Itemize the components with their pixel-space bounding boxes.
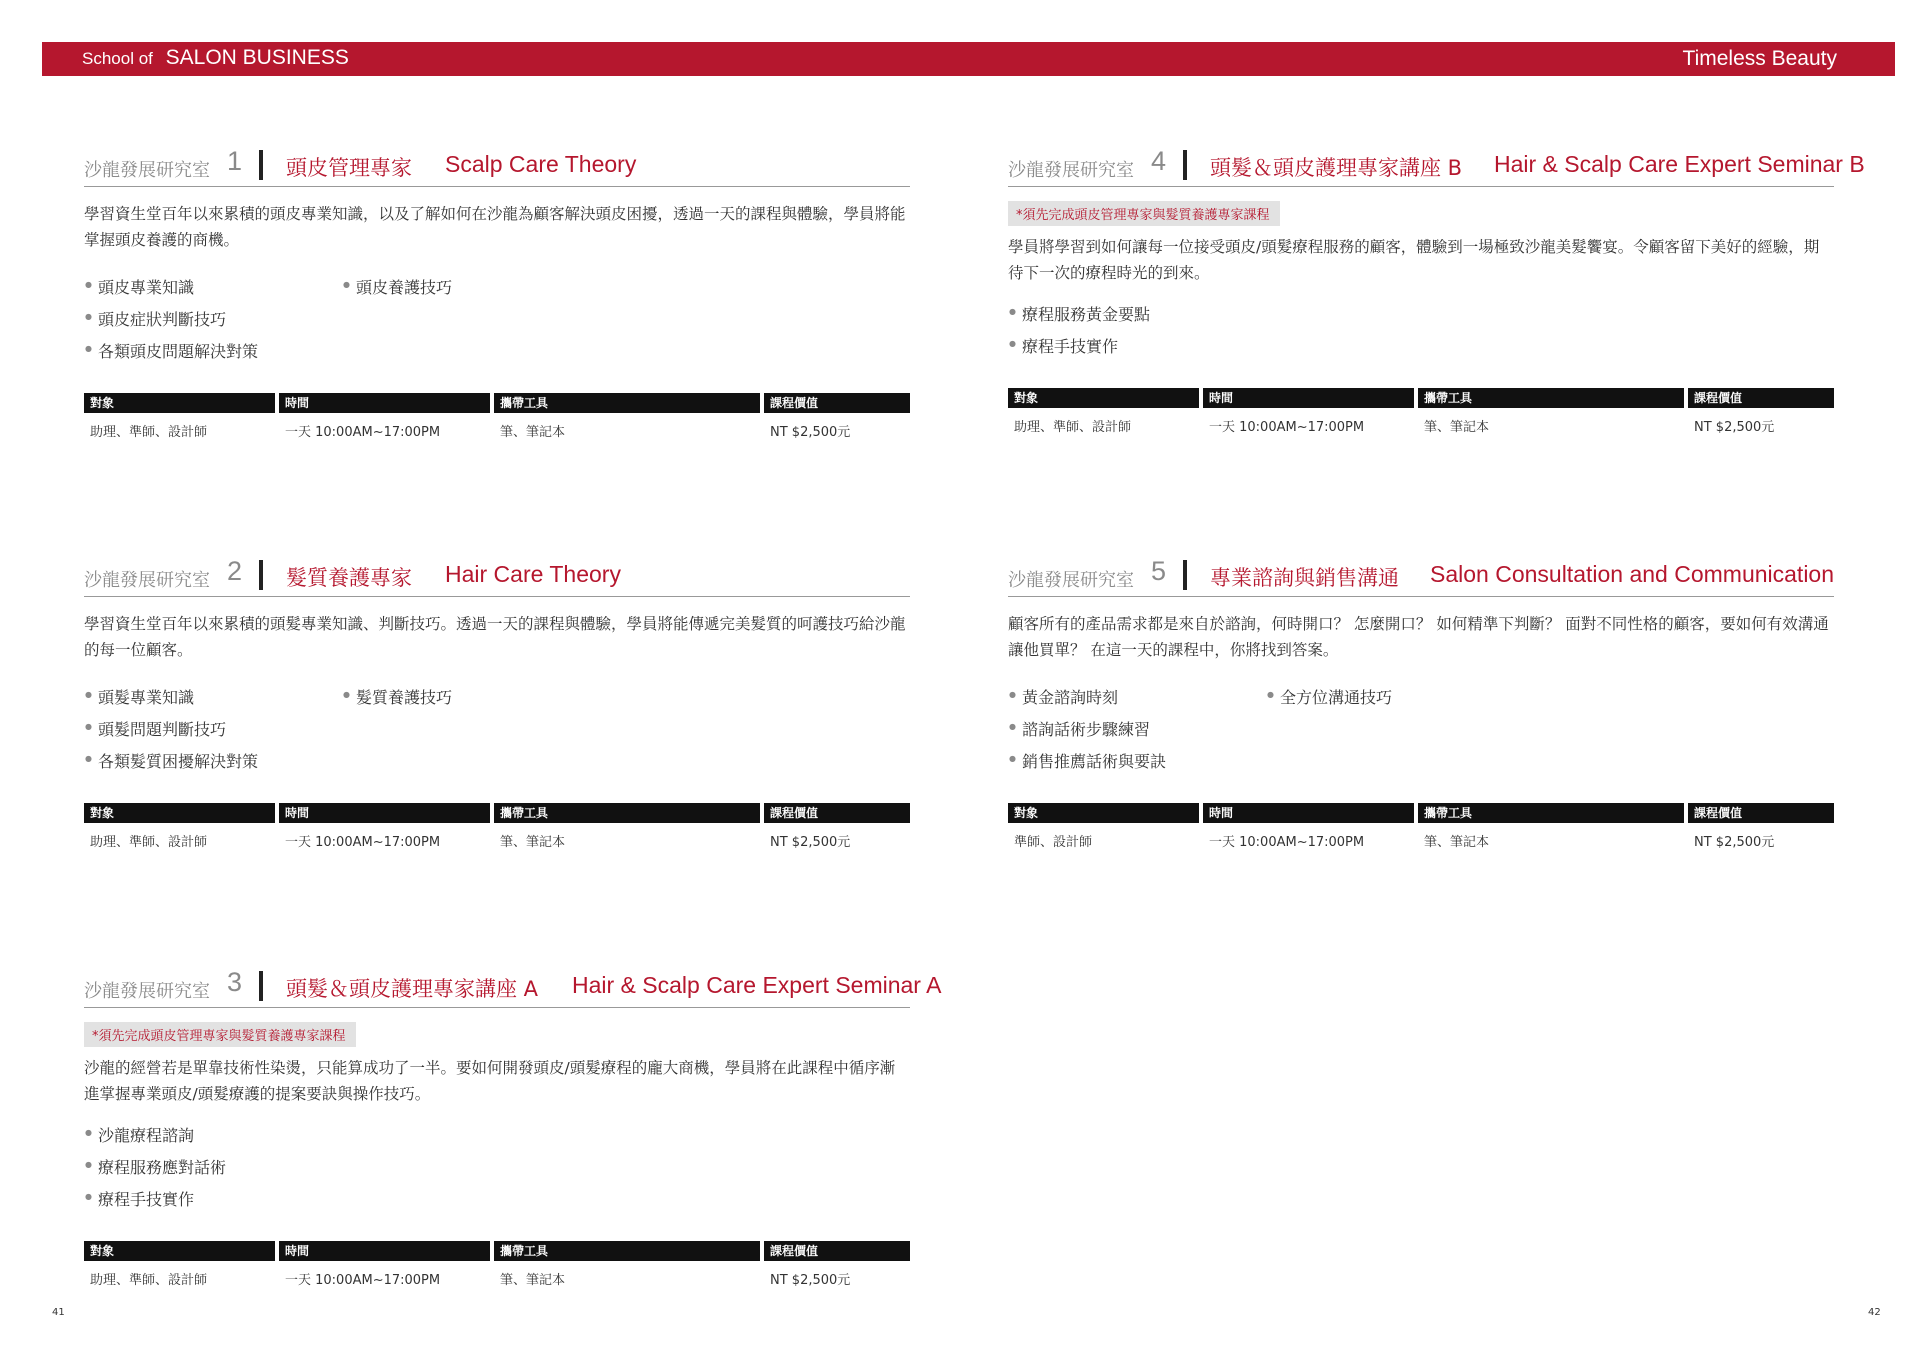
course-title-en: Scalp Care Theory — [445, 151, 637, 177]
col-header-target: 對象 — [84, 803, 275, 823]
topic-item: ● 全方位溝通技巧 — [1280, 685, 1392, 708]
cell-price: NT $2,500元 — [770, 425, 851, 440]
col-header-tools: 攜帶工具 — [494, 1241, 760, 1261]
divider — [259, 150, 263, 180]
col-header-tools: 攜帶工具 — [494, 803, 760, 823]
topic-item: ● 療程手技實作 — [1022, 334, 1118, 357]
cell-tools: 筆、筆記本 — [1424, 835, 1490, 850]
course-header — [1008, 556, 1834, 597]
course-5 — [1008, 556, 1834, 857]
cell-price: NT $2,500元 — [1694, 835, 1775, 850]
col-header-time: 時間 — [1203, 388, 1414, 408]
brand-name: SALON BUSINESS — [165, 46, 349, 69]
course-lab: 沙龍發展研究室 — [84, 160, 210, 181]
course-title-zh: 專業諮詢與銷售溝通 — [1210, 566, 1399, 590]
page-number-left: 41 — [52, 1307, 65, 1318]
topic-item: ● 黃金諮詢時刻 — [1022, 685, 1118, 708]
header-bar — [42, 42, 1895, 76]
course-lab: 沙龍發展研究室 — [84, 570, 210, 591]
course-header — [1008, 146, 1865, 187]
topic-item: ● 頭髮問題判斷技巧 — [98, 717, 226, 740]
page-number-right: 42 — [1868, 1307, 1881, 1318]
course-4 — [1008, 146, 1865, 442]
topic-item: ● 頭髮專業知識 — [98, 685, 194, 708]
topic-item: ● 療程手技實作 — [98, 1187, 194, 1210]
col-header-target: 對象 — [84, 1241, 275, 1261]
tagline: Timeless Beauty — [1682, 47, 1837, 70]
divider — [259, 560, 263, 590]
cell-price: NT $2,500元 — [1694, 420, 1775, 435]
course-number: 2 — [227, 556, 243, 586]
course-info-table — [84, 803, 910, 857]
topic-list — [1008, 685, 1834, 781]
topic-item: ● 頭皮專業知識 — [98, 275, 194, 298]
course-header — [84, 146, 910, 187]
course-header — [84, 967, 942, 1008]
brand-prefix: School of — [82, 49, 153, 68]
cell-price: NT $2,500元 — [770, 835, 851, 850]
course-1 — [84, 146, 910, 447]
cell-target: 助理、準師、設計師 — [90, 835, 208, 850]
cell-time: 一天 10:00AM~17:00PM — [285, 835, 441, 850]
course-lab: 沙龍發展研究室 — [84, 981, 210, 1002]
cell-time: 一天 10:00AM~17:00PM — [1209, 420, 1365, 435]
col-header-target: 對象 — [1008, 388, 1199, 408]
topic-item: ● 頭皮養護技巧 — [356, 275, 452, 298]
topic-item: ● 銷售推薦話術與要訣 — [1022, 749, 1166, 772]
col-header-time: 時間 — [279, 393, 490, 413]
course-description: 學員將學習到如何讓每一位接受頭皮/頭髮療程服務的顧客，體驗到一場極致沙龍美髮饗宴。令顧客留下美好的經驗，期待下一次的療程時光的到來。 — [1008, 238, 1820, 282]
topic-item: ● 沙龍療程諮詢 — [98, 1123, 194, 1146]
topic-list — [84, 1123, 910, 1219]
col-header-price: 課程價值 — [764, 1241, 910, 1261]
course-lab: 沙龍發展研究室 — [1008, 160, 1134, 181]
course-description: 沙龍的經營若是單靠技術性染燙，只能算成功了一半。要如何開發頭皮/頭髮療程的龐大商機，學員將在此課程中循序漸進掌握專業頭皮/頭髮療護的提案要訣與操作技巧。 — [84, 1059, 896, 1103]
cell-tools: 筆、筆記本 — [1424, 420, 1490, 435]
course-2 — [84, 556, 910, 857]
course-number: 5 — [1151, 556, 1167, 586]
course-info-table — [84, 1241, 910, 1295]
topic-item: ● 諮詢話術步驟練習 — [1022, 717, 1150, 740]
col-header-time: 時間 — [279, 803, 490, 823]
course-title-en: Hair & Scalp Care Expert Seminar B — [1494, 151, 1865, 177]
col-header-tools: 攜帶工具 — [1418, 388, 1684, 408]
col-header-time: 時間 — [279, 1241, 490, 1261]
prerequisite-note: *須先完成頭皮管理專家與髮質養護專家課程 — [1008, 201, 1280, 226]
col-header-price: 課程價值 — [1688, 388, 1834, 408]
course-title-en: Hair & Scalp Care Expert Seminar A — [572, 972, 942, 998]
cell-target: 助理、準師、設計師 — [1014, 420, 1132, 435]
col-header-target: 對象 — [84, 393, 275, 413]
col-header-tools: 攜帶工具 — [494, 393, 760, 413]
course-description: 學習資生堂百年以來累積的頭髮專業知識、判斷技巧。透過一天的課程與體驗，學員將能傳遞完美髮質的呵護技巧給沙龍的每一位顧客。 — [84, 615, 906, 659]
course-info-table — [84, 393, 910, 447]
cell-target: 助理、準師、設計師 — [90, 425, 208, 440]
col-header-tools: 攜帶工具 — [1418, 803, 1684, 823]
course-info-table — [1008, 388, 1834, 442]
topic-item: ● 頭皮症狀判斷技巧 — [98, 307, 226, 330]
course-description: 學習資生堂百年以來累積的頭皮專業知識，以及了解如何在沙龍為顧客解決頭皮困擾，透過一天的課程與體驗，學員將能掌握頭皮養護的商機。 — [84, 205, 906, 249]
course-title-zh: 頭髮＆頭皮護理專家講座 A — [286, 977, 539, 1001]
course-title-zh: 髮質養護專家 — [286, 566, 412, 590]
divider — [1183, 560, 1187, 590]
topic-list — [84, 275, 910, 371]
prerequisite-note: *須先完成頭皮管理專家與髮質養護專家課程 — [84, 1022, 356, 1047]
col-header-price: 課程價值 — [764, 393, 910, 413]
cell-target: 助理、準師、設計師 — [90, 1273, 208, 1288]
topic-item: ● 髮質養護技巧 — [356, 685, 452, 708]
course-title-en: Hair Care Theory — [445, 561, 621, 587]
col-header-target: 對象 — [1008, 803, 1199, 823]
course-description: 顧客所有的產品需求都是來自於諮詢，何時開口？ 怎麼開口？ 如何精準下判斷？ 面對不同性格的顧客，要如何有效溝通讓他買單？ 在這一天的課程中，你將找到答案。 — [1008, 615, 1829, 659]
topic-item: ● 各類髮質困擾解決對策 — [98, 749, 258, 772]
course-title-zh: 頭髮＆頭皮護理專家講座 B — [1210, 156, 1463, 180]
divider — [259, 971, 263, 1001]
cell-time: 一天 10:00AM~17:00PM — [285, 425, 441, 440]
topic-item: ● 療程服務應對話術 — [98, 1155, 226, 1178]
cell-tools: 筆、筆記本 — [500, 835, 566, 850]
topic-list — [84, 685, 910, 781]
cell-price: NT $2,500元 — [770, 1273, 851, 1288]
divider — [1183, 150, 1187, 180]
col-header-price: 課程價值 — [1688, 803, 1834, 823]
course-lab: 沙龍發展研究室 — [1008, 570, 1134, 591]
cell-time: 一天 10:00AM~17:00PM — [285, 1273, 441, 1288]
course-3 — [84, 967, 942, 1295]
course-title-en: Salon Consultation and Communication — [1430, 561, 1835, 587]
cell-tools: 筆、筆記本 — [500, 425, 566, 440]
cell-target: 準師、設計師 — [1014, 835, 1093, 850]
course-info-table — [1008, 803, 1834, 857]
cell-time: 一天 10:00AM~17:00PM — [1209, 835, 1365, 850]
col-header-time: 時間 — [1203, 803, 1414, 823]
course-number: 4 — [1151, 146, 1167, 176]
course-header — [84, 556, 910, 597]
col-header-price: 課程價值 — [764, 803, 910, 823]
topic-item: ● 各類頭皮問題解決對策 — [98, 339, 258, 362]
course-title-zh: 頭皮管理專家 — [286, 156, 412, 180]
topic-list — [1008, 302, 1834, 398]
brand — [82, 46, 349, 70]
topic-item: ● 療程服務黃金要點 — [1022, 302, 1150, 325]
course-number: 3 — [227, 967, 243, 997]
course-number: 1 — [227, 146, 243, 176]
cell-tools: 筆、筆記本 — [500, 1273, 566, 1288]
